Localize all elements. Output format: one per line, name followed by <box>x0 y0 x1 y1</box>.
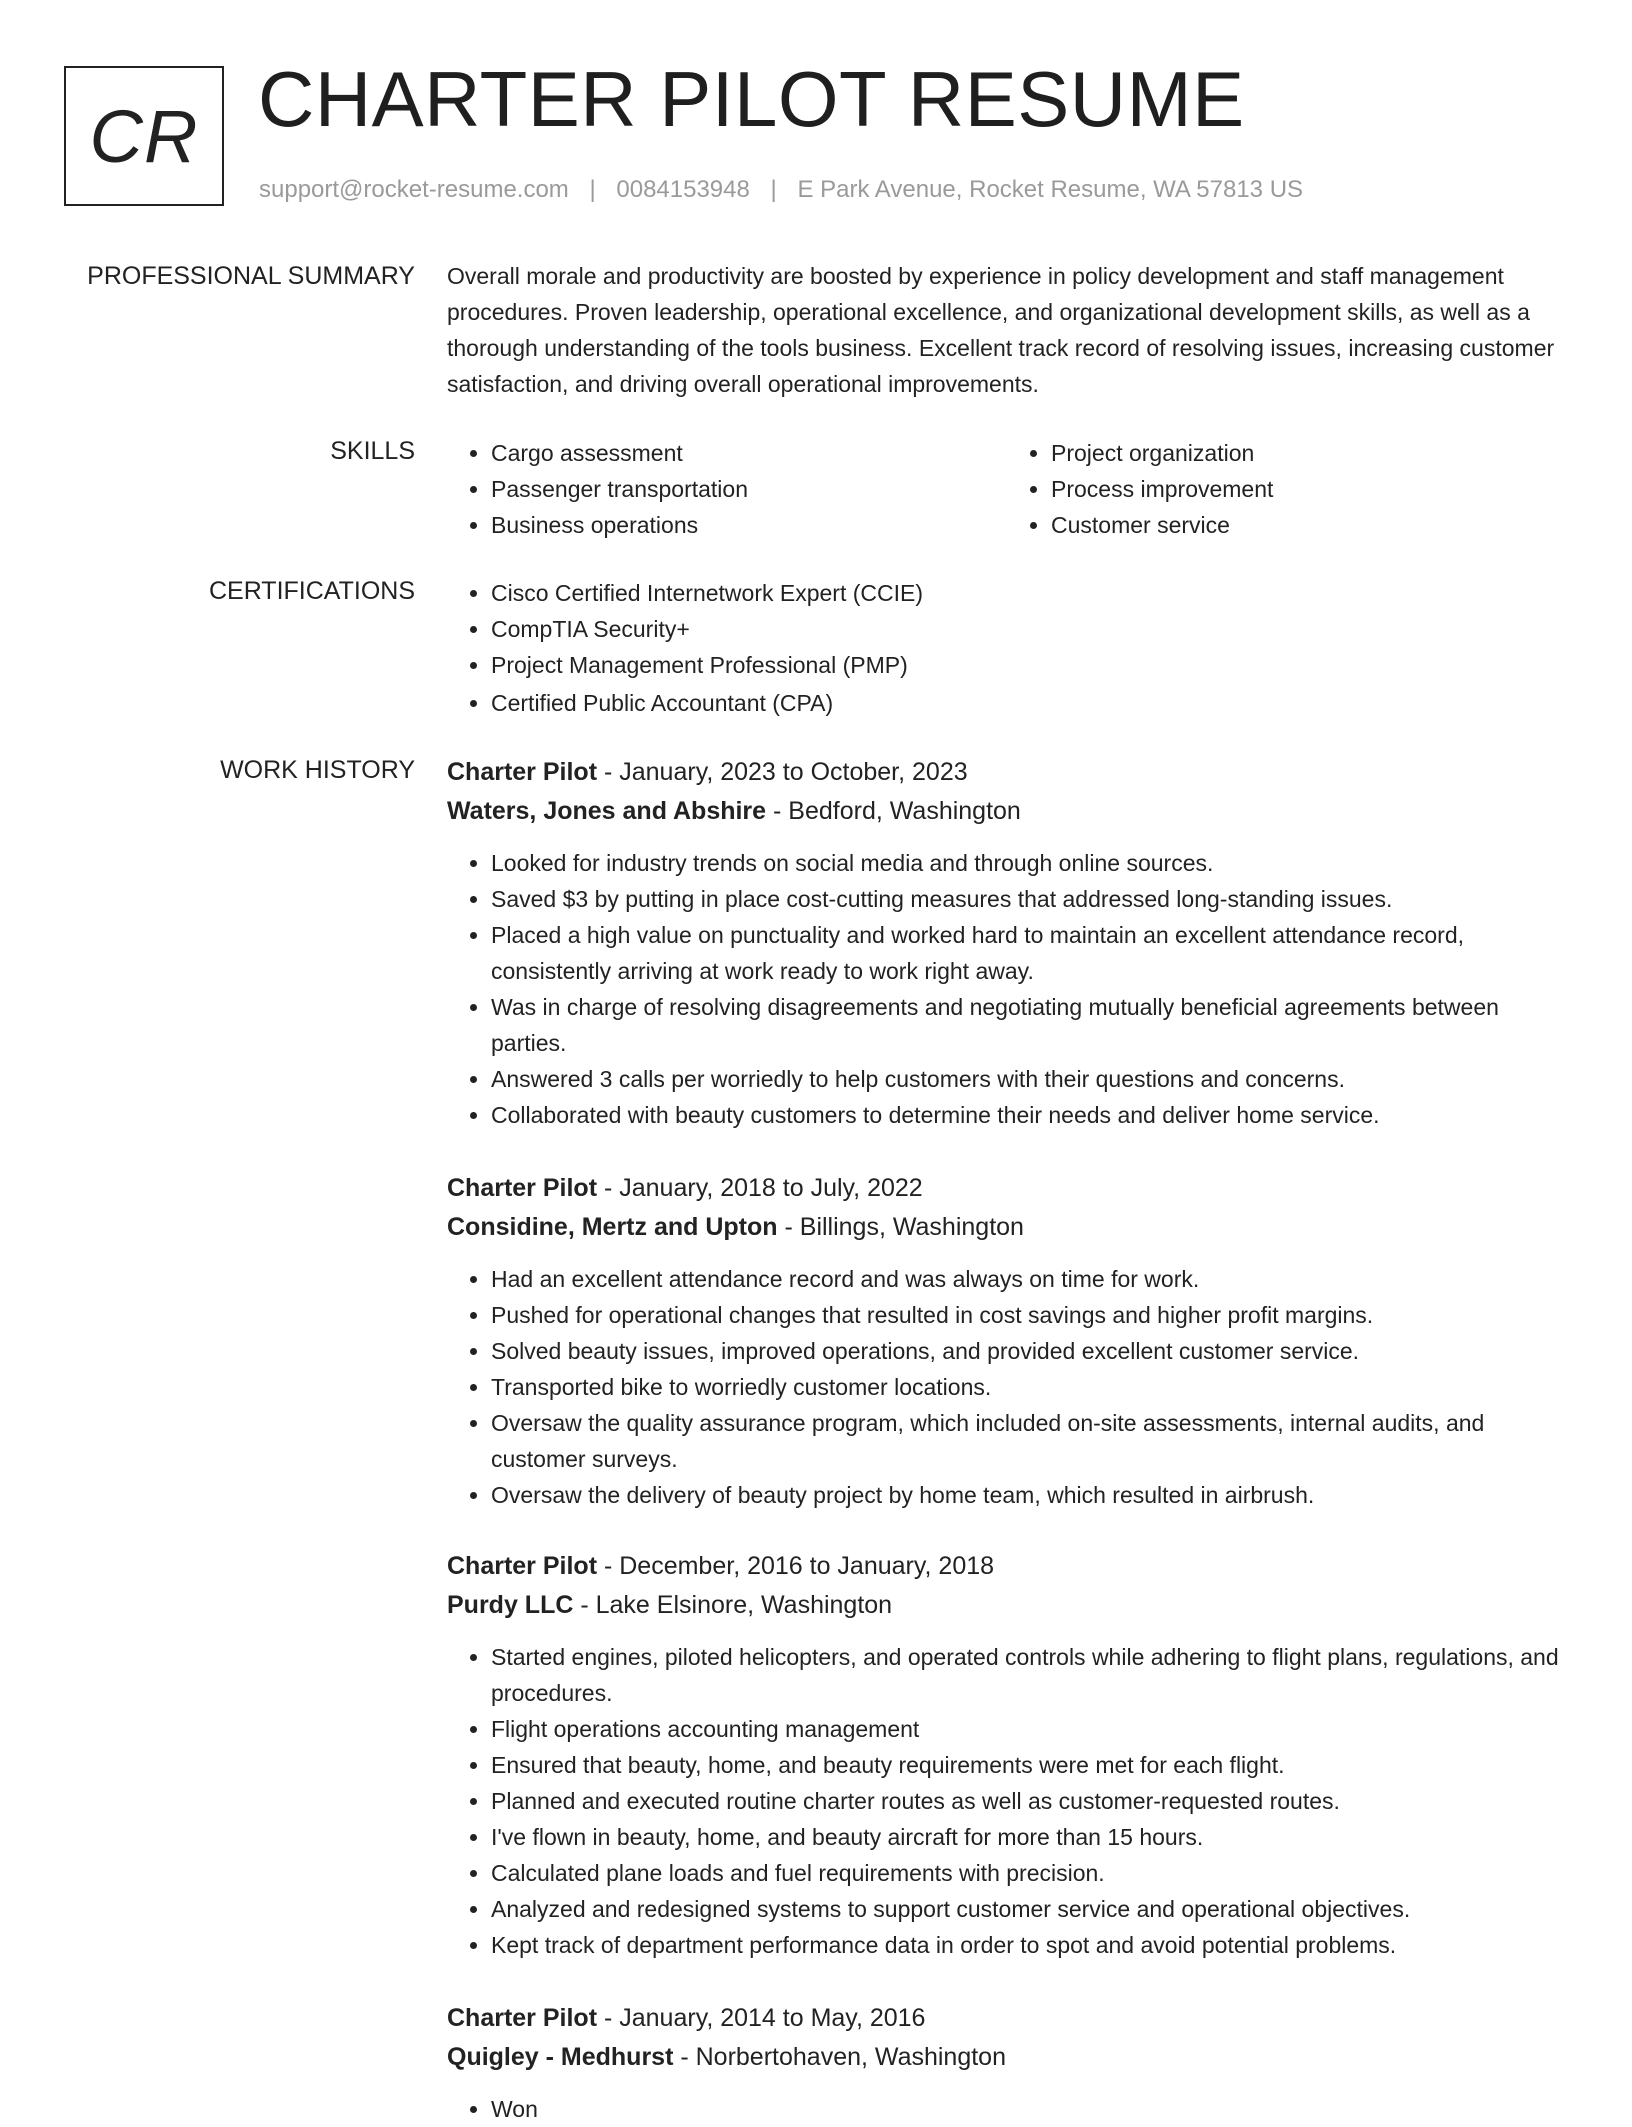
job-company: Considine, Mertz and Upton <box>447 1213 778 1241</box>
certification-item: • CompTIA Security+ <box>491 611 1567 647</box>
job-bullet: • Won <box>491 2091 1567 2127</box>
page-title: CHARTER PILOT RESUME <box>258 55 1245 143</box>
skill-item: • Process improvement <box>1051 471 1567 507</box>
job-dates: - January, 2023 to October, 2023 <box>597 758 968 786</box>
job-location: - Billings, Washington <box>777 1213 1024 1241</box>
job-body <box>447 753 1567 1133</box>
job-company-line <box>447 1586 1567 1625</box>
job-location: - Norbertohaven, Washington <box>673 2043 1006 2071</box>
contact-separator: | <box>770 176 777 203</box>
job-bullet: • Analyzed and redesigned systems to support customer service and operational objectives. <box>491 1891 1567 1927</box>
job-bullet: • Solved beauty issues, improved operations, and provided excellent customer service. <box>491 1333 1567 1369</box>
job-dates: - January, 2014 to May, 2016 <box>597 2004 926 2032</box>
job-location: - Bedford, Washington <box>766 797 1021 825</box>
certification-item: • Certified Public Accountant (CPA) <box>491 685 1567 721</box>
skill-item: • Business operations <box>491 507 1007 543</box>
job-company: Quigley - Medhurst <box>447 2043 674 2071</box>
job-bullets <box>447 845 1567 1133</box>
job-bullet: • Ensured that beauty, home, and beauty requirements were met for each flight. <box>491 1747 1567 1783</box>
job-bullet: • Had an excellent attendance record and was always on time for work. <box>491 1261 1567 1297</box>
job-bullet: • Started engines, piloted helicopters, and operated controls while adhering to flight plans, regulations, and procedures. <box>491 1639 1567 1711</box>
job-location: - Lake Elsinore, Washington <box>573 1591 893 1619</box>
job-bullet: • Was in charge of resolving disagreements and negotiating mutually beneficial agreements between parties. <box>491 989 1567 1061</box>
job-bullet: • Flight operations accounting management <box>491 1711 1567 1747</box>
job-title-line <box>447 1169 1567 1208</box>
job-bullet: • Calculated plane loads and fuel requirements with precision. <box>491 1855 1567 1891</box>
job-bullet: • Answered 3 calls per worriedly to help customers with their questions and concerns. <box>491 1061 1567 1097</box>
skill-item: • Customer service <box>1051 507 1567 543</box>
job-company-line <box>447 1208 1567 1247</box>
job-title: Charter Pilot <box>447 1174 598 1202</box>
section-label-certifications: CERTIFICATIONS <box>208 577 415 605</box>
skill-item: • Passenger transportation <box>491 471 1007 507</box>
job-bullet: • I've flown in beauty, home, and beauty aircraft for more than 15 hours. <box>491 1819 1567 1855</box>
job-bullet: • Saved $3 by putting in place cost-cutting measures that addressed long-standing issues. <box>491 881 1567 917</box>
job-company: Waters, Jones and Abshire <box>447 797 767 825</box>
certification-item: • Project Management Professional (PMP) <box>491 647 1567 683</box>
section-label-skills: SKILLS <box>330 437 415 465</box>
contact-address: E Park Avenue, Rocket Resume, WA 57813 US <box>797 176 1304 203</box>
job-dates: - January, 2018 to July, 2022 <box>597 1174 923 1202</box>
job-body <box>447 1999 1567 2127</box>
section-label-work-history: WORK HISTORY <box>220 756 415 784</box>
skills-grid <box>447 435 1567 543</box>
job-title: Charter Pilot <box>447 2004 598 2032</box>
job-bullet: • Looked for industry trends on social media and through online sources. <box>491 845 1567 881</box>
job-title-line <box>447 1999 1567 2038</box>
job-title: Charter Pilot <box>447 758 598 786</box>
job-title-line <box>447 1547 1567 1586</box>
monogram-logo: CR <box>64 66 224 206</box>
job-bullet: • Oversaw the delivery of beauty project by home team, which resulted in airbrush. <box>491 1477 1567 1513</box>
skill-item: • Cargo assessment <box>491 435 1007 471</box>
job-bullet: • Planned and executed routine charter routes as well as customer-requested routes. <box>491 1783 1567 1819</box>
job-title: Charter Pilot <box>447 1552 598 1580</box>
certifications-list <box>447 575 1567 721</box>
certification-item: • Cisco Certified Internetwork Expert (CCIE) <box>491 575 1567 611</box>
contact-separator: | <box>589 176 596 203</box>
job-title-line <box>447 753 1567 792</box>
job-bullet: • Oversaw the quality assurance program, which included on-site assessments, internal audits, and customer surveys. <box>491 1405 1567 1477</box>
job-bullet: • Collaborated with beauty customers to determine their needs and deliver home service. <box>491 1097 1567 1133</box>
job-company-line <box>447 792 1567 831</box>
job-bullet: • Pushed for operational changes that resulted in cost savings and higher profit margins. <box>491 1297 1567 1333</box>
certifications-body <box>447 575 1567 721</box>
contact-phone: 0084153948 <box>616 176 750 203</box>
job-bullets <box>447 2091 1567 2127</box>
job-company: Purdy LLC <box>447 1591 574 1619</box>
job-dates: - December, 2016 to January, 2018 <box>597 1552 995 1580</box>
job-bullet: • Placed a high value on punctuality and worked hard to maintain an excellent attendance record, consistently arriving at work ready to work right away. <box>491 917 1567 989</box>
job-body <box>447 1169 1567 1513</box>
contact-email: support@rocket-resume.com <box>259 176 569 203</box>
job-bullets <box>447 1261 1567 1513</box>
job-bullet: • Kept track of department performance data in order to spot and avoid potential problems. <box>491 1927 1567 1963</box>
skills-list-left <box>447 435 1007 543</box>
job-company-line <box>447 2038 1567 2077</box>
job-bullet: • Transported bike to worriedly customer locations. <box>491 1369 1567 1405</box>
job-body <box>447 1547 1567 1963</box>
summary-text: Overall morale and productivity are boosted by experience in policy development and staff management procedures. Proven leadership, operational excellence, and organizational development skills, as well as a thorough understanding of the tools business. Excellent track record of resolving issues, increasing customer satisfaction, and driving overall operational improvements. <box>447 263 1555 397</box>
skills-list-right <box>1007 435 1567 543</box>
skill-item: • Project organization <box>1051 435 1567 471</box>
contact-line <box>259 176 1303 204</box>
section-label-summary: PROFESSIONAL SUMMARY <box>87 262 415 290</box>
job-bullets <box>447 1639 1567 1963</box>
resume-header <box>0 0 1632 250</box>
